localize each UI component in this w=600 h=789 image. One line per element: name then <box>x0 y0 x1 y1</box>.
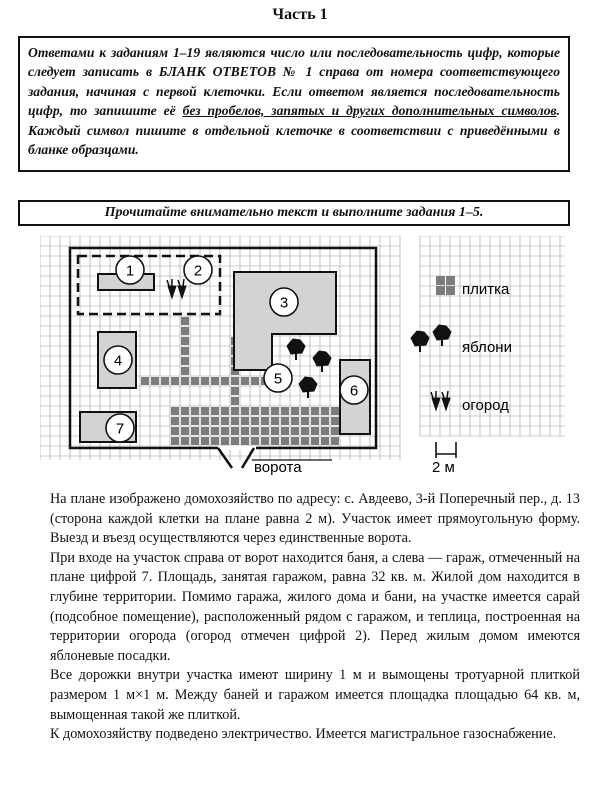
gate-label: ворота <box>254 459 302 476</box>
paving-tile <box>231 437 239 445</box>
paving-tile <box>291 407 299 415</box>
paving-tile <box>171 407 179 415</box>
instructions-text-end: . Каждый символ пишите в отдельной клеточке в соответствии с приведёнными в бланке образцами. <box>28 103 560 158</box>
paving-tile <box>181 407 189 415</box>
paving-tile <box>151 377 159 385</box>
legend-tile-icon <box>436 276 455 295</box>
paving-tile <box>251 377 259 385</box>
paving-tile <box>191 407 199 415</box>
number-3-marker <box>270 288 298 316</box>
paving-tile <box>271 417 279 425</box>
paving-tile <box>211 377 219 385</box>
paving-tile <box>321 437 329 445</box>
paving-tile <box>271 407 279 415</box>
site-plan <box>40 236 565 482</box>
paving-tile <box>331 437 339 445</box>
paving-tile <box>191 437 199 445</box>
paving-tile <box>311 437 319 445</box>
paving-tile <box>281 417 289 425</box>
paving-tile <box>191 427 199 435</box>
paving-tile <box>331 417 339 425</box>
paving-tile <box>171 377 179 385</box>
paving-tile <box>181 347 189 355</box>
number-3-label: 3 <box>279 294 289 312</box>
paving-tile <box>221 377 229 385</box>
paving-tile <box>181 357 189 365</box>
paving-tile <box>171 437 179 445</box>
paving-tile <box>161 377 169 385</box>
paving-tile <box>291 437 299 445</box>
paving-tile <box>301 407 309 415</box>
paving-tile <box>211 417 219 425</box>
legend-apple-label: яблони <box>462 339 512 356</box>
paving-tile <box>311 417 319 425</box>
paving-tile <box>171 427 179 435</box>
paving-tile <box>231 377 239 385</box>
paving-tile <box>221 437 229 445</box>
scale-label: 2 м <box>432 459 455 476</box>
paving-tile <box>321 417 329 425</box>
paving-tile <box>181 317 189 325</box>
paving-tile <box>331 427 339 435</box>
paving-tile <box>221 417 229 425</box>
paving-tile <box>191 377 199 385</box>
apple-trees <box>287 339 331 398</box>
paving-tile <box>251 427 259 435</box>
page-title: Часть 1 <box>272 6 328 23</box>
paving-tile <box>231 417 239 425</box>
paragraph: Все дорожки внутри участка имеют ширину 1 м и вымощены тротуарной плиткой размером 1 м×1 м. Между баней и гаражом имеется площадка площадью 64 кв. м, вымощенная такой же плиткой. <box>50 667 580 723</box>
paving-tile <box>271 427 279 435</box>
paragraph: К домохозяйству подведено электричество. Имеется магистральное газоснабжение. <box>50 726 557 743</box>
paving-tile <box>291 417 299 425</box>
paving-tile <box>241 417 249 425</box>
paving-tile <box>261 427 269 435</box>
apple-tree-icon <box>313 351 331 372</box>
paving-tile <box>231 427 239 435</box>
paving-tile <box>311 407 319 415</box>
paving-tile <box>261 417 269 425</box>
paving-tile <box>171 417 179 425</box>
paving-tile <box>241 427 249 435</box>
paving-tile <box>231 407 239 415</box>
paving-tile <box>241 377 249 385</box>
paving-tile <box>301 427 309 435</box>
instructions-text: Ответами к заданиям 1–19 являются число или последовательность цифр, которые следует записать в БЛАНК ОТВЕТОВ № 1 справа от номера соответствующего задания, начиная с первой клеточки. Если ответом является последовательность цифр, то запишите её <box>28 45 560 119</box>
apple-tree-icon <box>299 377 317 398</box>
legend-garden-label: огород <box>462 397 509 414</box>
paving-tile <box>181 427 189 435</box>
paragraph: При входе на участок справа от ворот находится баня, а слева — гараж, отмеченный на плане цифрой 7. Площадь, занятая гаражом, равна 32 кв. м. Жилой дом находится в глубине территории. Помимо гаража, жилого дома и бани, на участке имеется сарай (подсобное помещение), расположенный рядом с гаражом, и теплица, построенная на территории огорода (огород отмечен цифрой 2). Перед жилым домом имеются яблоневые посадки. <box>50 549 580 664</box>
number-7-label: 7 <box>115 420 125 438</box>
instructions-underlined: без пробелов, запятых и других дополнительных символов <box>182 103 557 119</box>
paving-tile <box>291 427 299 435</box>
paving-tile <box>311 427 319 435</box>
number-1-marker <box>116 256 144 284</box>
paving-tile <box>231 387 239 395</box>
number-4-marker <box>104 346 132 374</box>
paving-tile <box>331 407 339 415</box>
paving-tile <box>211 427 219 435</box>
legend-garden-icon <box>431 391 450 410</box>
paving-tile <box>251 437 259 445</box>
paving-tile <box>231 397 239 405</box>
description-text <box>50 490 580 745</box>
scale-bar <box>436 442 456 458</box>
paving-tile <box>321 427 329 435</box>
paving-tile <box>251 407 259 415</box>
number-2-marker <box>184 256 212 284</box>
paragraph: На плане изображено домохозяйство по адресу: с. Авдеево, 3-й Поперечный пер., д. 13 (сторона каждой клетки на плане равна 2 м). Участок имеет прямоугольную форму. Выезд и въезд осуществляются через единственные ворота. <box>50 491 580 547</box>
number-5-marker <box>264 364 292 392</box>
number-7-marker <box>106 414 134 442</box>
paving-tile <box>301 437 309 445</box>
paving-tile <box>241 437 249 445</box>
paving-tile <box>181 367 189 375</box>
paving-tile <box>261 437 269 445</box>
section-title: Прочитайте внимательно текст и выполните задания 1–5. <box>18 200 570 226</box>
paving-tile <box>181 437 189 445</box>
paving-tile <box>181 377 189 385</box>
paving-tile <box>181 337 189 345</box>
paving-tile <box>201 377 209 385</box>
paving-tile <box>201 427 209 435</box>
paving-tile <box>221 427 229 435</box>
answer-instructions <box>18 36 570 172</box>
paving-tile <box>191 417 199 425</box>
paving-tile <box>301 417 309 425</box>
legend-apple-icon <box>411 325 451 352</box>
paving-tile <box>281 427 289 435</box>
number-1-label: 1 <box>125 262 135 280</box>
legend-tile-label: плитка <box>462 281 510 298</box>
paving-tile <box>271 437 279 445</box>
paving-tile <box>201 417 209 425</box>
paving-tile <box>181 327 189 335</box>
paving-tile <box>211 407 219 415</box>
paving-tile <box>181 417 189 425</box>
paving-tile <box>241 407 249 415</box>
number-6-label: 6 <box>349 382 359 400</box>
number-2-label: 2 <box>193 262 203 280</box>
paving-tile <box>281 437 289 445</box>
paving-tile <box>251 417 259 425</box>
number-4-label: 4 <box>113 352 123 370</box>
number-6-marker <box>340 376 368 404</box>
paving-tile <box>321 407 329 415</box>
paving-tile <box>281 407 289 415</box>
paving-tile <box>201 407 209 415</box>
paving-tile <box>221 407 229 415</box>
gate-leaf-right <box>242 448 254 468</box>
paving-tile <box>261 407 269 415</box>
paving-tile <box>201 437 209 445</box>
number-5-label: 5 <box>273 370 283 388</box>
paving-tile <box>211 437 219 445</box>
paving-tile <box>141 377 149 385</box>
